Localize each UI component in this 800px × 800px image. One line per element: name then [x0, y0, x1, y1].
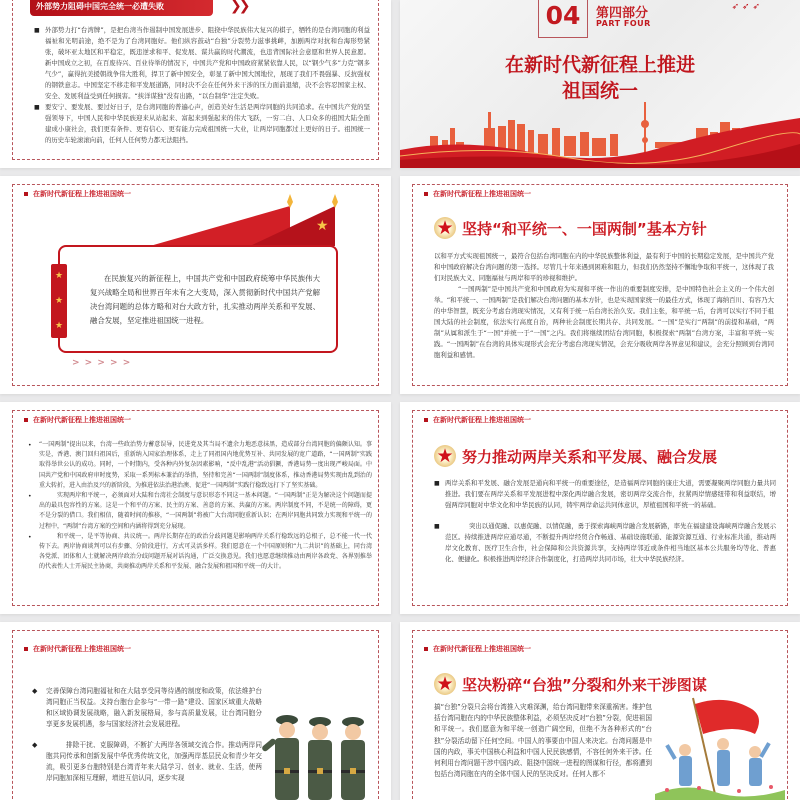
square-bullet-icon — [424, 647, 428, 651]
part-label-en: PART FOUR — [596, 19, 651, 28]
section-tag-label: 在新时代新征程上推进祖国统一 — [433, 416, 531, 424]
slide-body — [434, 702, 652, 780]
dot-bullet-icon: • — [28, 533, 32, 541]
square-bullet-icon — [24, 647, 28, 651]
bullet-item — [434, 478, 776, 511]
chevrons-decoration: > > > > > — [72, 358, 132, 368]
section-tag-label: 在新时代新征程上推进祖国统一 — [33, 416, 131, 424]
star-icon: ★ — [54, 295, 64, 306]
bullet-item — [32, 740, 262, 784]
city-skyline-icon — [400, 98, 800, 168]
red-star-emblem-icon: ★ — [434, 673, 456, 695]
heading-text: 努力推动两岸关系和平发展、融合发展 — [462, 447, 718, 466]
bullet-text: 排除干扰、克服障碍，不断扩大两岸各领域交流合作。推动两岸同胞共同传承和创新发展中华优秀传统文化，加强两岸基层民众和青少年交流，吸引更多台胞特别是台湾青年来大陆学习、创业、就业、生活，使两岸同胞加深相互理解，增进互信认同，逐步实现 — [46, 741, 262, 782]
bullet-text: 两岸关系和平发展、融合发展是通向和平统一的重要途径，是造福两岸同胞的康庄大道，需要凝聚两岸同胞力量共同推进。我们要在两岸关系和平发展进程中深化两岸融合发展，密切两岸交流合作，拉紧两岸情感纽带和利益联结，增强两岸同胞对中华文化和中华民族的认同，铸牢两岸命运共同体意识，厚植祖国和平统一的基础。 — [445, 479, 776, 509]
bullet-text: “一国两制”提出以来，台湾一些政治势力蓄意误导，民进党及其当局不遗余力地恶意抹黑，造成部分台湾同胞的偏颇认知。事实是，香港、澳门回归祖国后，重新纳入国家治理体系，走上了同祖国内地优势互补、共同发展的宽广道路，“一国两制”实践取得举世公认的成功。同时，一个时期内，受各种内外复杂因素影响，“反中乱港”活动猖獗，香港局势一度出现严峻局面。中国共产党和中国政府审时度势，采取一系列标本兼治的举措，坚持和完善“一国两制”制度体系，推动香港局势实现由乱到治的重大转折，进入由治及兴的新阶段，为推进依法治港治澳、促进“一国两制”实践行稳致远打下了坚实基础。 — [39, 441, 372, 489]
slide-part-four-cover[interactable] — [400, 0, 800, 168]
bullet-item — [34, 25, 370, 102]
section-tag — [424, 644, 531, 654]
flag-bearers-illustration — [655, 694, 785, 800]
bullet-item — [28, 491, 372, 532]
svg-text:★: ★ — [316, 218, 329, 234]
section-tag — [24, 189, 131, 199]
intro-text: 在民族复兴的新征程上，中国共产党和中国政府统筹中华民族伟大复兴战略全局和世界百年未有之大变局，深入贯彻新时代中国共产党解决台湾问题的总体方略和对台大政方针，扎实推动两岸关系和平发展、融合发展，坚定推进祖国统一进程。 — [90, 274, 320, 325]
bullet-item — [34, 102, 370, 146]
part-label-cn: 第四部分 — [596, 6, 649, 21]
intro-card — [58, 245, 338, 353]
section-tag — [24, 415, 131, 425]
section-heading — [434, 217, 707, 239]
slide-oppose-separatism[interactable] — [400, 622, 800, 800]
square-bullet-icon — [24, 418, 28, 422]
section-tag-label: 在新时代新征程上推进祖国统一 — [433, 645, 531, 653]
slide-body — [28, 440, 372, 573]
bullet-text: 和平统一，是平等协商、共议统一。两岸长期存在的政治分歧问题是影响两岸关系行稳致远的总根子，总不能一代一代传下去。两岸协商谈判可以有步骤、分阶段进行，方式可灵活多样。我们愿意在一个中国原则和“九二共识”的基础上，同台湾各党派、团体和人士就解决两岸政治分歧问题开展对话沟通，广泛交换意见。我们也愿意继续推动由两岸各政党、各界别推举的代表性人士开展民主协商，共商推动两岸关系和平发展、融合发展和祖国和平统一的大计。 — [39, 532, 372, 571]
cover-title-line1: 在新时代新征程上推进 — [504, 54, 695, 76]
square-bullet-icon — [24, 192, 28, 196]
slide-intro-card[interactable] — [0, 176, 391, 394]
slide-body — [434, 478, 776, 565]
section-tag-label: 在新时代新征程上推进祖国统一 — [33, 645, 131, 653]
heading-text: 坚持“和平统一、一国两制”基本方针 — [462, 219, 707, 238]
slide-body — [34, 25, 370, 146]
slide-peaceful-reunification[interactable] — [400, 176, 800, 394]
star-side-tab — [51, 264, 67, 338]
bullet-text: 完善保障台湾同胞福祉和在大陆享受同等待遇的制度和政策，依法维护台湾同胞正当权益。支持台胞台企参与“一带一路”建设、国家区域重大战略和区域协调发展战略，融入新发展格局，参与高质量发展，让台湾同胞分享更多发展机遇，参与国家经济社会发展进程。 — [46, 687, 262, 728]
square-bullet-icon — [424, 192, 428, 196]
cover-title-line2: 祖国统一 — [561, 80, 638, 102]
paragraph: 以和平方式实现祖国统一，最符合包括台湾同胞在内的中华民族整体利益，最有利于中国的长期稳定发展，是中国共产党和中国政府解决台湾问题的第一选择。尽管几十年来遇到困难和阻力，但我们仍然坚持不懈地争取和平统一，这体现了我们对民族大义、同胞福祉与两岸和平的珍视和维护。 — [434, 252, 774, 282]
section-heading — [434, 445, 717, 467]
section-heading — [434, 673, 707, 695]
bullet-text: 外部势力打“台湾牌”，是把台湾当作遏制中国发展进步、阻挠中华民族伟大复兴的棋子，牺牲的是台湾同胞的利益福祉和光明前途，绝不是为了台湾同胞好。他们纵容鼓动“台独”分裂势力滋事挑衅，加剧两岸对抗和台海形势紧张，破坏亚太地区和平稳定，既违逆求和平、促发展、谋共赢的时代潮流，也违背国际社会意愿和世界人民意愿。新中国成立之初，在百废待兴、百业待举的情况下，中国共产党和中国政府紧紧依靠人民，以“钢少气多”力克“钢多气少”，赢得抗美援朝战争伟大胜利，捍卫了新中国安全，彰显了新中国大国地位，展现了我们不畏强暴、反抗强权的钢铁意志。中国坚定不移走和平发展道路，同时决不会在任何外来干涉的压力面前退缩，决不会容忍国家主权、安全、发展利益受到任何损害。“挟洋谋独”没有出路，“以台制华”注定失败。 — [45, 26, 370, 100]
bullet-text: 实现两岸和平统一，必须面对大陆和台湾社会制度与意识形态不同这一基本问题。“一国两制”正是为解决这个问题而提出的最具包容性的方案。这是一个和平的方案、民主的方案、善意的方案、共赢的方案。两岸制度不同，不是统一的障碍，更不是分裂的借口。我们相信，随着时间的推移，“一国两制”将被广大台湾同胞重新认识；在两岸同胞共同致力实现和平统一的过程中，“两制”台湾方案的空间和内涵将得到充分展现。 — [39, 492, 372, 530]
square-bullet-icon: ■ — [434, 523, 440, 530]
slide-body — [32, 686, 262, 784]
bullet-item — [28, 440, 372, 491]
section-tag — [424, 415, 531, 425]
star-icon: ★ — [54, 271, 64, 282]
red-star-emblem-icon: ★ — [434, 217, 456, 239]
square-bullet-icon: ■ — [34, 104, 40, 111]
cover-title — [400, 52, 800, 104]
bullet-text: 突出以通促融、以惠促融、以情促融，勇于探索海峡两岸融合发展新路，率先在福建建设海峡两岸融合发展示范区。持续推进两岸应通尽通，不断提升两岸经贸合作畅通、基础设施联通、能源资源互通、行业标准共通，推动两岸文化教育、医疗卫生合作，社会保障和公共资源共享，支持两岸邻近或条件相当地区基本公共服务均等化、普惠化、便捷化。积极推进两岸经济合作制度化，打造两岸共同市场，壮大中华民族经济。 — [445, 522, 776, 563]
slide-one-country-two-systems[interactable] — [0, 402, 391, 614]
slide-cross-strait-development[interactable] — [400, 402, 800, 614]
square-bullet-icon: ■ — [434, 480, 440, 487]
heading-text: 坚决粉碎“台独”分裂和外来干涉图谋 — [462, 675, 707, 694]
slide-taiwan-compatriots-welfare[interactable] — [0, 622, 391, 800]
double-chevron-icon: ❯❯ — [230, 0, 248, 14]
square-bullet-icon: ■ — [34, 27, 40, 34]
slide-external-forces[interactable] — [0, 0, 391, 168]
paragraph: “一国两制”是中国共产党和中国政府为实现和平统一作出的重要制度安排，是中国特色社会主义的一个伟大创举。“和平统一、一国两制”是我们解决台湾问题的基本方针，也是实现国家统一的最佳方式，体现了海纳百川、有容乃大的中华智慧，既充分考虑台湾现实情况，又有利于统一后台湾长治久安。我们主张，和平统一后，台湾可以实行不同于祖国大陆的社会制度，依法实行高度自治，两种社会制度长期共存、共同发展。“一国”是实行“两制”的前提和基础，“两制”从属和派生于“一国”并统一于“一国”之内。我们将继续团结台湾同胞，积极探索“两制”台湾方案，丰富和平统一实践。“一国两制”在台湾的具体实现形式会充分考虑台湾现实情况，会充分吸收两岸各界意见和建议，会充分照顾到台湾同胞利益和感情。 — [434, 285, 774, 359]
red-star-emblem-icon: ★ — [434, 445, 456, 467]
section-tag-label: 在新时代新征程上推进祖国统一 — [433, 190, 531, 198]
square-bullet-icon — [424, 418, 428, 422]
dot-bullet-icon: • — [28, 493, 32, 501]
doves-icon: ➶ ➶ ➶ — [731, 2, 760, 12]
saluting-soldiers-illustration — [255, 708, 385, 800]
section-tag — [24, 644, 131, 654]
section-tag — [424, 189, 531, 199]
red-flag-ribbon-icon — [150, 188, 350, 250]
paragraph: 搞“台独”分裂只会将台湾推入灾难深渊，给台湾同胞带来深重祸害。维护包括台湾同胞在内的中华民族整体利益，必须坚决反对“台独”分裂，促进祖国和平统一。我们愿意为和平统一创造广阔空间，但绝不为各种形式的“台独”分裂活动留下任何空间。中国人的事要由中国人来决定。台湾问题是中国的内政，事关中国核心利益和中国人民民族感情，不容任何外来干涉。任何利用台湾问题干涉中国内政、阻挠中国统一进程的图谋和行径，都将遭到包括台湾同胞在内的全体中国人民的坚决反对。任何人都不 — [434, 703, 652, 779]
star-icon: ★ — [54, 320, 64, 331]
bullet-item — [32, 686, 262, 730]
part-number: 04 — [538, 0, 588, 38]
bullet-text: 要安宁、要发展、要过好日子，是台湾同胞的普遍心声，创造美好生活是两岸同胞的共同追求。在中国共产党的坚强领导下，中国人民和中华民族迎来从站起来、富起来到强起来的伟大飞跃，一穷二白、人口众多的祖国大陆全面建成小康社会，我们更有条件、更有信心、更有能力完成祖国统一大业，让两岸同胞都过上更好的日子。祖国统一的历史车轮滚滚向前，任何人任何势力都无法阻挡。 — [45, 103, 370, 144]
diamond-bullet-icon: ◆ — [32, 741, 38, 749]
diamond-bullet-icon: ◆ — [32, 687, 38, 695]
section-tag-label: 在新时代新征程上推进祖国统一 — [33, 190, 131, 198]
slide-body — [434, 251, 774, 361]
bullet-item — [28, 532, 372, 573]
slide-title-pill: 外部势力阻碍中国完全统一必遭失败 — [30, 0, 213, 16]
bullet-item — [434, 521, 776, 565]
dot-bullet-icon: • — [28, 442, 32, 449]
